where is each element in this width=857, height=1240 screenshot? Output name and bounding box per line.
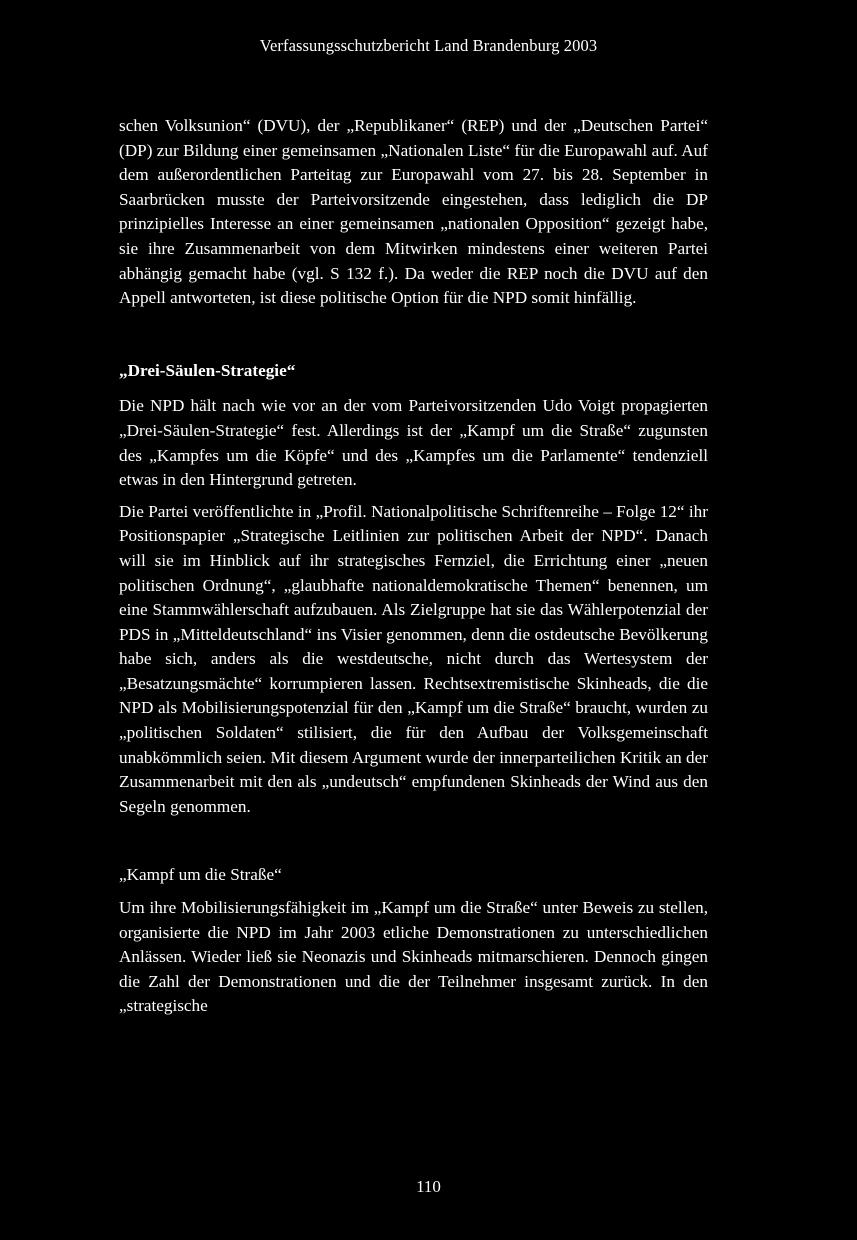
running-header: Verfassungsschutzbericht Land Brandenburg 2003 — [259, 36, 598, 55]
page-number: 110 — [416, 1177, 441, 1196]
paragraph: Um ihre Mobilisierungsfähigkeit im „Kampf um die Straße“ unter Beweis zu stellen, organisierte die NPD im Jahr 2003 etliche Demonstrationen zu unterschiedlichen Anlässen. Wieder ließ sie Neonazis und Skinheads mitmarschieren. Dennoch gingen die Zahl der Demonstrationen und die der Teilnehmer insgesamt zurück. In den „strategische — [119, 898, 708, 1016]
paragraph: Die NPD hält nach wie vor an der vom Parteivorsitzenden Udo Voigt propagierten „Drei-Säulen-Strategie“ fest. Allerdings ist der „Kampf um die Straße“ zugunsten des „Kampfes um die Köpfe“ und des „Kampfes um die Parlamente“ tendenziell etwas in den Hintergrund getreten. — [119, 396, 708, 490]
page-body — [119, 114, 708, 1019]
section-heading-kampf-um-die-strasse: „Kampf um die Straße“ — [119, 865, 282, 885]
intro-paragraph: schen Volksunion“ (DVU), der „Republikaner“ (REP) und der „Deutschen Partei“ (DP) zur Bildung einer gemeinsamen „Nationalen Liste“ für die Europawahl auf. Auf dem außerordentlichen Parteitag zur Europawahl vom 27. bis 28. September in Saarbrücken musste der Parteivorsitzende eingestehen, dass lediglich die DP prinzipielles Interesse an einer gemeinsamen „nationalen Opposition“ gezeigt habe, sie ihre Zusammenarbeit von dem Mitwirken mindestens einer weiteren Partei abhängig gemacht habe (vgl. S 132 f.). Da weder die REP noch die DVU auf den Appell antworteten, ist diese politische Option für die NPD somit hinfällig. — [119, 116, 708, 308]
paragraph: Die Partei veröffentlichte in „Profil. Nationalpolitische Schriftenreihe – Folge 12“ ihr Positionspapier „Strategische Leitlinien zur politischen Arbeit der NPD“. Danach will sie im Hinblick auf ihr strategisches Fernziel, die Errichtung einer „neuen politischen Ordnung“, „glaubhafte nationaldemokratische Themen“ benennen, um eine Stammwählerschaft aufzubauen. Als Zielgruppe hat sie das Wählerpotenzial der PDS in „Mitteldeutschland“ ins Visier genommen, denn die ostdeutsche Bevölkerung habe sich, anders als die westdeutsche, nicht durch das Wertesystem der „Besatzungsmächte“ korrumpieren lassen. Rechtsextremistische Skinheads, die die NPD als Mobilisierungspotenzial für den „Kampf um die Straße“ braucht, wurden zu „politischen Soldaten“ stilisiert, die für den Aufbau der Volksgemeinschaft unabkömmlich seien. Mit diesem Argument wurde der innerparteilichen Kritik an der Zusammenarbeit mit den als „undeutsch“ empfundenen Skinheads der Wind aus den Segeln genommen. — [119, 501, 708, 816]
section-heading-drei-saeulen: „Drei-Säulen-Strategie“ — [119, 360, 296, 380]
